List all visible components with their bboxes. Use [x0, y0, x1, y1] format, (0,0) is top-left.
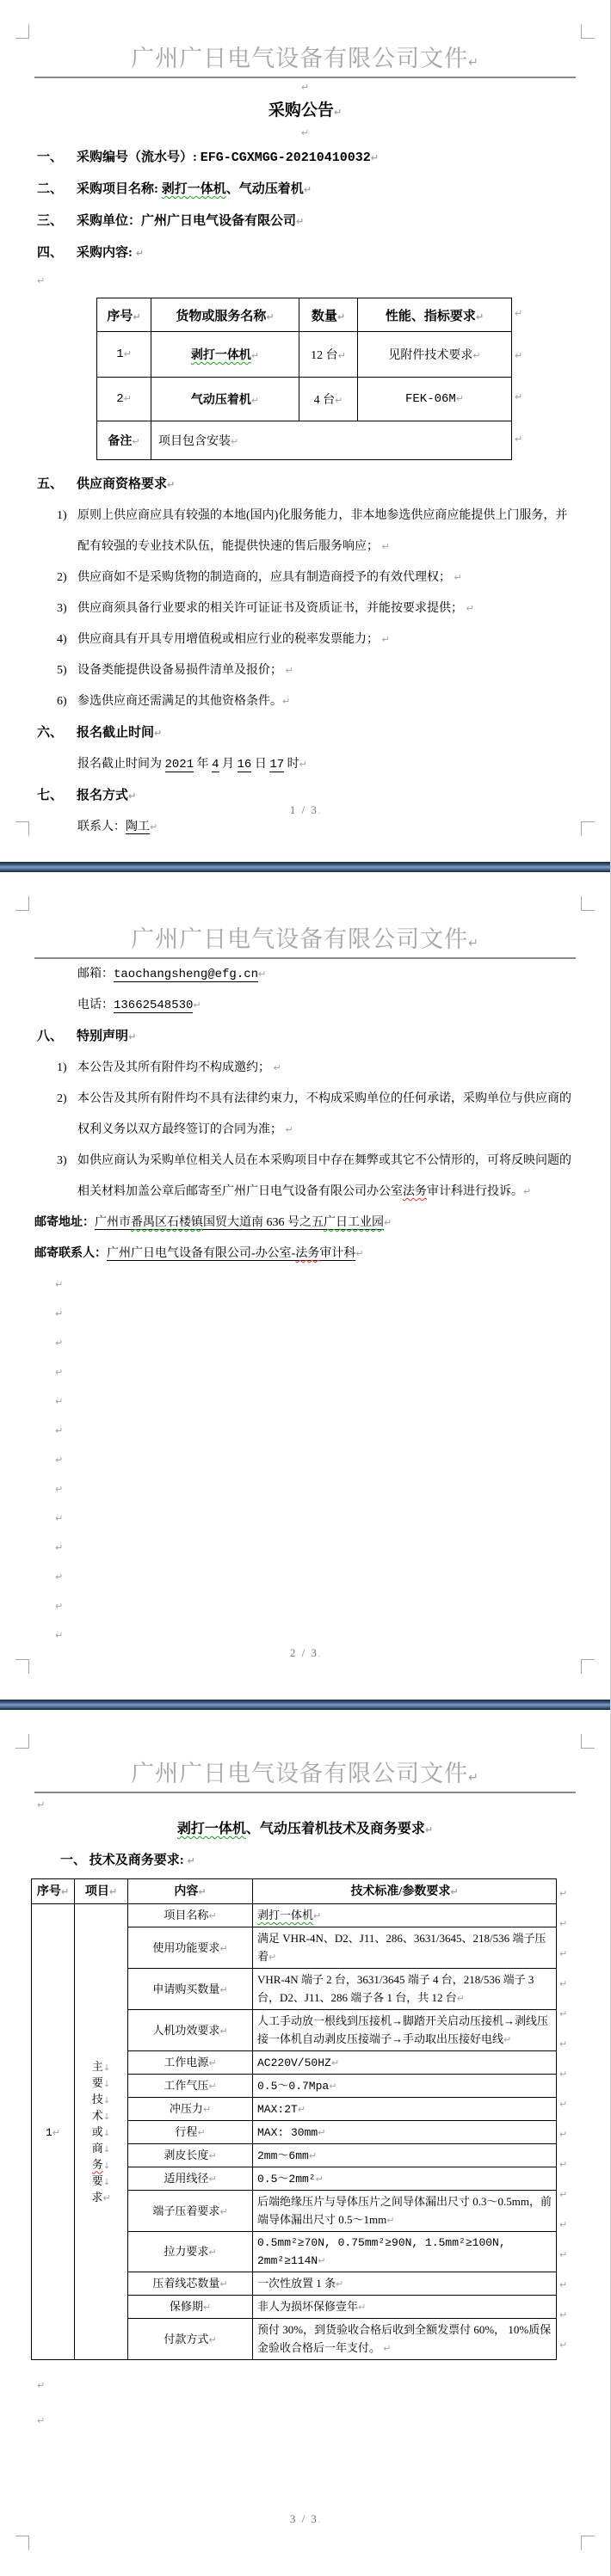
pilcrow-icon: ↵	[37, 275, 46, 286]
spec-label-cell: 行程↵	[128, 2121, 253, 2144]
pilcrow-icon: ↵	[424, 1824, 434, 1835]
pilcrow-icon: ↵	[187, 1855, 195, 1866]
section-number: 三、	[37, 214, 64, 228]
spec-label-cell: 端子压着要求↵	[128, 2191, 253, 2232]
email-label: 邮箱：	[77, 968, 114, 981]
contact-person: 陶工	[126, 821, 150, 833]
pilcrow-icon: ↵	[258, 968, 267, 980]
empty-line	[34, 78, 576, 96]
page-2	[0, 872, 610, 1700]
pilcrow-icon: ↵	[515, 433, 523, 446]
section-project-name	[34, 174, 576, 206]
item-number: 1)	[57, 509, 67, 522]
corner-mark-icon	[15, 821, 29, 836]
section-purchaser	[34, 206, 576, 237]
seq-cell: 1↵	[32, 1904, 75, 2360]
pilcrow-icon: ↵	[468, 1771, 479, 1785]
spec-label-cell: 工作气压↵	[128, 2075, 253, 2098]
page-number: 2 / 3.	[289, 1646, 321, 1659]
linebreak-icon: ↓	[102, 2177, 111, 2187]
doc-title-text: 采购公告	[268, 101, 334, 120]
section-number: 七、	[37, 789, 64, 802]
table-row	[32, 1904, 557, 1927]
item-name-cell: 气动压着机↵	[151, 378, 299, 421]
deadline-text: 报名截止时间为 2021 年 4 月 16 日 17 时↵	[77, 758, 307, 772]
section-special-statement	[34, 1021, 576, 1053]
corner-mark-icon	[581, 896, 595, 911]
row-end-marks: ↵ ↵ ↵ ↵ ↵ ↵ ↵ ↵ ↵ ↵ ↵ ↵ ↵ ↵ ↵ ↵	[559, 1888, 568, 2351]
qty-cell: 4 台↵	[299, 378, 358, 421]
item-number: 2)	[57, 1092, 67, 1105]
pilcrow-icon: ↵	[300, 82, 310, 93]
empty-line: ↵	[55, 1279, 64, 1290]
pilcrow-icon: ↵	[299, 759, 307, 770]
col-header: 数量↵	[299, 298, 358, 332]
row-no-cell: 1↵	[97, 332, 151, 378]
pilcrow-icon: ↵	[384, 1217, 392, 1228]
deadline-year: 2021	[164, 758, 194, 772]
page-separator	[0, 862, 610, 872]
pilcrow-icon: ↵	[370, 152, 380, 163]
mail-contact-line	[34, 1239, 576, 1270]
corner-mark-icon	[15, 1734, 29, 1749]
spec-value-cell: VHR-4N 端子 2 台，3631/3645 端子 4 台，218/536 端子 3 台，D2、J11、286 端子各 1 台，共 12 台↵	[253, 1969, 557, 2010]
spec-value-cell: 2mm～6mm↵	[253, 2144, 557, 2167]
doc-title	[34, 100, 576, 124]
spec-label-cell: 人机功效要求↵	[128, 2010, 253, 2051]
purchase-number-value: EFG-CGXMGG-20210410032	[200, 151, 371, 165]
empty-line: ↵	[55, 1571, 64, 1583]
spec-value-cell: 满足 VHR-4N、D2、J11、286、3631/3645、218/536 端子压着↵	[253, 1927, 557, 1969]
spec-table	[31, 1878, 557, 2360]
empty-line: ↵	[37, 1799, 46, 1811]
list-item	[34, 624, 576, 655]
spec-label-cell: 保修期↵	[128, 2296, 253, 2319]
col-header: 项目↵	[75, 1879, 128, 1904]
spec-value-cell: 剥打一体机↵	[253, 1904, 557, 1927]
project-name-value: 剥打一体机	[161, 182, 226, 196]
pilcrow-icon: ↵	[355, 1248, 364, 1259]
section-purchase-number	[34, 142, 576, 174]
phone-label: 电话：	[77, 999, 114, 1011]
corner-mark-icon	[581, 1659, 595, 1674]
page-1	[0, 0, 610, 862]
pilcrow-icon: ↵	[515, 307, 523, 319]
spec-value-cell: 非人为损坏保修壹年↵	[253, 2296, 557, 2319]
section-heading: 报名截止时间	[77, 726, 155, 740]
linebreak-icon: ↓	[102, 2079, 111, 2089]
empty-line: ↵	[55, 1484, 64, 1495]
mail-contact-label: 邮寄联系人：	[34, 1247, 107, 1260]
table-remark-row	[97, 421, 512, 460]
phone-line	[34, 990, 576, 1021]
phone-value: 13662548530	[114, 999, 194, 1012]
item-text: 设备类能提供设备易损件清单及报价； ↵	[77, 664, 293, 677]
contact-label: 联系人：	[77, 821, 126, 833]
page-separator	[0, 1700, 610, 1710]
pilcrow-icon: ↵	[303, 184, 312, 195]
deadline-hour: 17	[269, 758, 285, 772]
list-item	[34, 1084, 576, 1146]
company-header-text: 广州广日电气设备有限公司文件	[131, 1761, 469, 1786]
company-header	[34, 40, 576, 78]
pilcrow-icon: ↵	[300, 127, 310, 138]
spec-value-cell: 后端绝缘压片与导体压片之间导体漏出尺寸 0.3～0.5mm，前端导体漏出尺寸 0.5～1mm↵	[253, 2191, 557, 2232]
spec-label-cell: 工作电源↵	[128, 2051, 253, 2075]
list-item	[34, 563, 576, 593]
remark-label-cell: 备注↵	[97, 421, 151, 460]
empty-line: ↵	[55, 1396, 64, 1407]
corner-mark-icon	[581, 2536, 595, 2550]
spec-value-cell: 一次性放置 1 条↵	[253, 2272, 557, 2296]
section-supplier-qualification	[34, 469, 576, 501]
purchase-table-wrap	[34, 292, 576, 460]
email-line	[34, 959, 576, 990]
empty-line: ↵	[55, 1425, 64, 1436]
mail-contact-value: 广州广日电气设备有限公司-办公室-法务审计科	[107, 1247, 356, 1260]
item-text: 原则上供应商应具有较强的本地(国内)化服务能力，非本地参选供应商应能提供上门服务，并配有较强的专业技术队伍，能提供快速的售后服务响应； ↵	[77, 509, 568, 553]
item-text: 供应商如不是采购货物的制造商的，应具有制造商授予的有效代理权； ↵	[77, 571, 462, 584]
section-heading: 报名方式	[77, 789, 129, 802]
spec-value-cell: 人工手动放一根线到压接机→脚踏开关启动压接机→剥线压接一体机自动剥皮压接端子→手动取出压接好电线↵	[253, 2010, 557, 2051]
spec-value-cell: 预付 30%，到货验收合格后收到全额发票付 60%， 10%质保金验收合格后一年支付。 ↵	[253, 2319, 557, 2360]
section-number: 六、	[37, 726, 64, 740]
spec-value-cell: MAX: 30mm↵	[253, 2121, 557, 2144]
deadline-lead: 报名截止时间为	[77, 758, 165, 771]
spellcheck-word: 法务	[403, 1185, 427, 1198]
list-item	[34, 1146, 576, 1208]
item-number: 3)	[57, 602, 67, 615]
remark-value-cell: 项目包含安装↵	[151, 421, 512, 460]
col-header: 技术标准/参数要求↵	[253, 1879, 557, 1904]
section-number: 二、	[37, 182, 64, 196]
pilcrow-icon: ↵	[333, 107, 343, 118]
mail-address-value: 广州市番禺区石楼镇国贸大道南 636 号之五广日工业园	[95, 1216, 384, 1229]
spec-label-cell: 冲压力↵	[128, 2098, 253, 2121]
section-heading: 采购内容:	[77, 246, 133, 260]
linebreak-icon: ↓	[102, 2161, 111, 2171]
spec-value-cell: 0.5～0.7Mpa↵	[253, 2075, 557, 2098]
pilcrow-icon: ↵	[468, 56, 479, 70]
pilcrow-icon: ↵	[515, 349, 523, 361]
section-heading: 技术及商务要求:	[89, 1854, 188, 1867]
empty-line	[34, 124, 576, 142]
deadline-day: 16	[237, 758, 252, 772]
empty-line: ↵	[55, 1337, 64, 1349]
section-number: 四、	[37, 246, 64, 260]
corner-mark-icon	[15, 2536, 29, 2550]
spec-label-cell: 压着线芯数量↵	[128, 2272, 253, 2296]
item-number: 4)	[57, 633, 67, 646]
list-item	[34, 1053, 576, 1084]
empty-line: ↵	[55, 1513, 64, 1524]
item-number: 1)	[57, 1061, 67, 1074]
mail-address-label: 邮寄地址：	[34, 1216, 95, 1229]
pilcrow-icon: ↵	[296, 216, 305, 227]
empty-line: ↵	[37, 2380, 46, 2391]
item-number: 6)	[57, 695, 67, 708]
item-number: 2)	[57, 571, 67, 584]
section-tech-business	[34, 1848, 576, 1873]
category-cell: 主↓ 要↓ 技↓ 术↓ 或↓ 商↓ 务↓ 要↓ 求↵	[75, 1904, 128, 2360]
spec-label-cell: 付款方式↵	[128, 2319, 253, 2360]
item-text: 供应商具有开具专用增值税或相应行业的税率发票能力； ↵	[77, 633, 390, 646]
pilcrow-icon: ↵	[128, 790, 137, 802]
purchase-table	[96, 298, 512, 460]
empty-line: ↵	[55, 1630, 64, 1641]
table-header-row	[97, 298, 512, 332]
col-header: 内容↵	[128, 1879, 253, 1904]
item-text: 参选供应商还需满足的其他资格条件。↵	[77, 695, 291, 708]
list-item	[34, 686, 576, 717]
mail-address-line	[34, 1208, 576, 1239]
corner-mark-icon	[581, 821, 595, 836]
col-header: 货物或服务名称↵	[151, 298, 299, 332]
spec-value-cell: MAX:2T↵	[253, 2098, 557, 2121]
qty-cell: 12 台↵	[299, 332, 358, 378]
corner-mark-icon	[15, 1659, 29, 1674]
row-end-marks	[515, 292, 522, 460]
email-value: taochangsheng@efg.cn	[114, 968, 259, 981]
req-cell: FEK-06M↵	[358, 378, 512, 421]
linebreak-icon: ↓	[102, 2144, 111, 2155]
col-header: 性能、指标要求↵	[358, 298, 512, 332]
empty-line: ↵	[55, 1542, 64, 1553]
empty-line	[34, 269, 576, 292]
empty-line: ↵	[55, 1308, 64, 1319]
pilcrow-icon: ↵	[102, 2192, 111, 2204]
item-number: 5)	[57, 664, 67, 677]
pilcrow-icon: ↵	[128, 1031, 137, 1042]
section-number: 一、	[60, 1854, 87, 1867]
pilcrow-icon: ↵	[150, 821, 158, 833]
item-text: 本公告及其所有附件均不具有法律约束力，不构成采购单位的任何承诺，采购单位与供应商的权利义务以双方最终签订的合同为准； ↵	[77, 1092, 571, 1136]
deadline-month: 4	[212, 758, 219, 772]
pilcrow-icon: ↵	[135, 248, 144, 259]
spec-label-cell: 拉力要求↵	[128, 2232, 253, 2272]
spec-label-cell: 申请购买数量↵	[128, 1969, 253, 2010]
spec-label-cell: 适用线径↵	[128, 2167, 253, 2191]
purchaser-value: 采购单位：广州广日电气设备有限公司	[77, 214, 297, 228]
company-header	[34, 920, 576, 959]
req-cell: 见附件技术要求↵	[358, 332, 512, 378]
linebreak-icon: ↓	[102, 2063, 111, 2073]
corner-mark-icon	[15, 24, 29, 39]
section-heading: 特别声明	[77, 1030, 129, 1043]
section-heading: 采购编号（流水号）:	[77, 151, 197, 164]
pilcrow-icon: ↵	[154, 728, 163, 739]
section-purchase-content	[34, 237, 576, 269]
empty-line: ↵	[55, 1454, 64, 1466]
spec-value-cell: 0.5mm²≥70N, 0.75mm²≥90N, 1.5mm²≥100N, 2mm²≥114N↵	[253, 2232, 557, 2272]
list-item	[34, 501, 576, 563]
list-item	[34, 593, 576, 624]
linebreak-icon: ↓	[102, 2128, 111, 2138]
item-number: 3)	[57, 1154, 67, 1167]
col-header: 序号↵	[32, 1879, 75, 1904]
corner-mark-icon	[581, 24, 595, 39]
pilcrow-icon: ↵	[515, 391, 523, 403]
table-row	[97, 332, 512, 378]
item-text: 如供应商认为采购单位相关人员在本采购项目中存在舞弊或其它不公情形的，可将反映问题的相关材料加盖公章后邮寄至广州广日电气设备有限公司办公室法务审计科进行投诉。↵	[77, 1154, 571, 1198]
section-heading: 供应商资格要求	[77, 477, 168, 491]
corner-mark-icon	[15, 896, 29, 911]
spec-table-wrap	[31, 1878, 576, 2360]
empty-line: ↵	[37, 2415, 46, 2426]
empty-line: ↵	[55, 1367, 64, 1378]
linebreak-icon: ↓	[102, 2112, 111, 2122]
project-name-rest: 、气动压着机	[225, 182, 304, 196]
table-row	[97, 378, 512, 421]
page-number: 1 / 3.	[289, 803, 321, 816]
spec-label-cell: 使用功能要求↵	[128, 1927, 253, 1969]
spec-label-cell: 项目名称↵	[128, 1904, 253, 1927]
col-header: 序号↵	[97, 298, 151, 332]
item-text: 供应商须具备行业要求的相关许可证证书及资质证书，并能按要求提供； ↵	[77, 602, 474, 615]
empty-line: ↵	[55, 1601, 64, 1612]
spec-label-cell: 剥皮长度↵	[128, 2144, 253, 2167]
spec-value-cell: 0.5～2mm²↵	[253, 2167, 557, 2191]
item-text: 本公告及其所有附件均不构成邀约； ↵	[77, 1061, 281, 1074]
attachment-title: 剥打一体机、气动压着机技术及商务要求↵	[176, 1822, 434, 1836]
pilcrow-icon: ↵	[468, 937, 479, 950]
pilcrow-icon: ↵	[167, 479, 176, 490]
company-header-text: 广州广日电气设备有限公司文件	[131, 926, 469, 952]
item-name-cell: 剥打一体机↵	[151, 332, 299, 378]
page-3	[0, 1710, 610, 2576]
section-heading: 采购项目名称:	[77, 182, 158, 196]
section-number: 五、	[37, 477, 64, 491]
linebreak-icon: ↓	[102, 2095, 111, 2106]
row-no-cell: 2↵	[97, 378, 151, 421]
list-item	[34, 655, 576, 686]
company-header	[34, 1755, 576, 1793]
pilcrow-icon: ↵	[193, 999, 201, 1011]
corner-mark-icon	[581, 1734, 595, 1749]
table-header-row	[32, 1879, 557, 1904]
section-number: 一、	[37, 151, 64, 164]
section-deadline	[34, 717, 576, 749]
page-number: 3 / 3.	[289, 2512, 321, 2525]
spec-value-cell: AC220V/50HZ↵	[253, 2051, 557, 2075]
section-number: 八、	[37, 1030, 64, 1043]
company-header-text: 广州广日电气设备有限公司文件	[131, 46, 469, 71]
